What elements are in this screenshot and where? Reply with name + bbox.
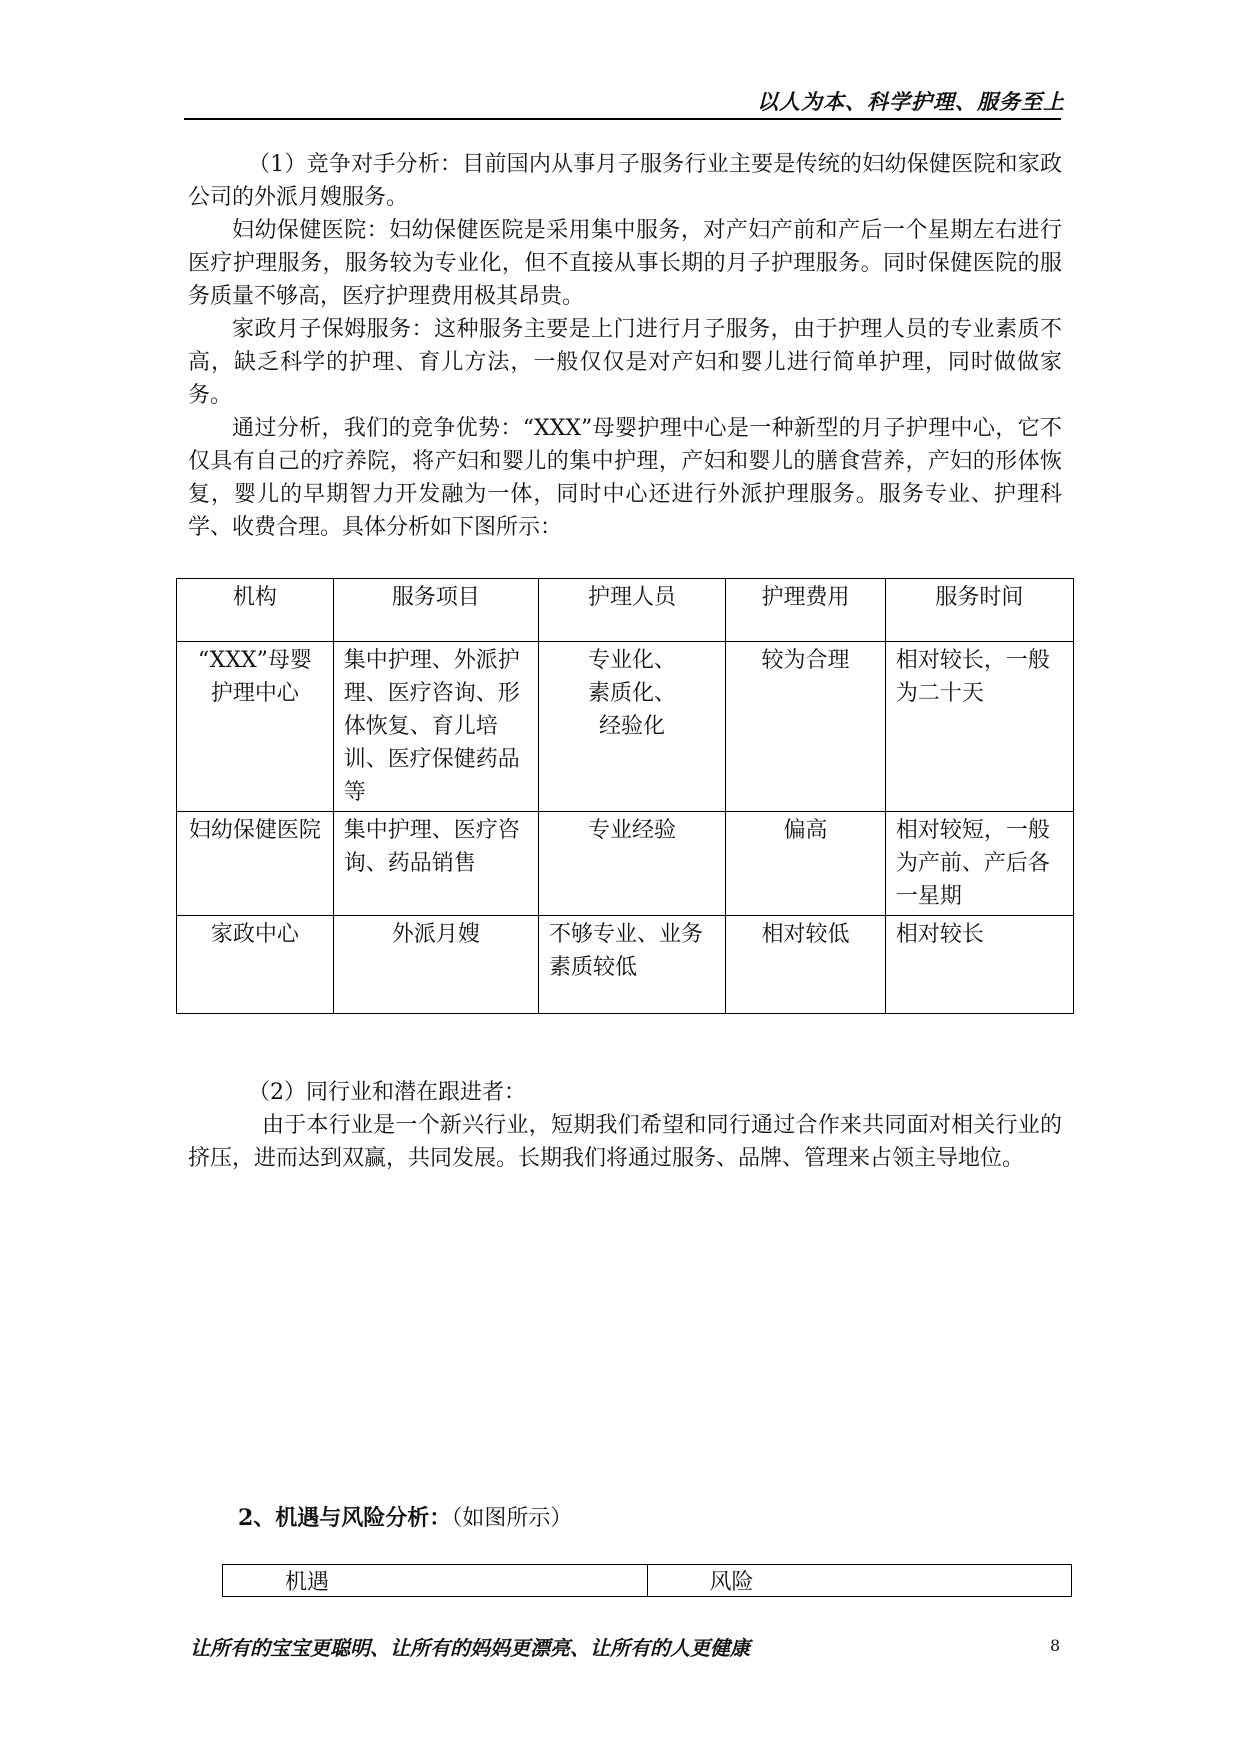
- table-cell: “XXX”母婴护理中心: [177, 642, 334, 812]
- heading-opportunity-risk-title: 2、机遇与风险分析：: [238, 1505, 452, 1531]
- table-cell: 妇幼保健医院: [177, 812, 334, 916]
- table-cell: 相对较短，一般为产前、产后各一星期: [885, 812, 1073, 916]
- table-cell: 相对较低: [726, 916, 886, 1014]
- table-cell: 家政中心: [177, 916, 334, 1014]
- table-header-cell: 服务项目: [333, 579, 538, 642]
- table-cell: 相对较长，一般为二十天: [885, 642, 1073, 812]
- table-cell: 偏高: [726, 812, 886, 916]
- header-slogan: 以人为本、科学护理、服务至上: [757, 89, 1065, 114]
- paragraph-competitor-intro: （1）竞争对手分析：目前国内从事月子服务行业主要是传统的妇幼保健医院和家政公司的外派月嫂服务。: [188, 152, 1062, 210]
- table-header-cell: 机构: [177, 579, 334, 642]
- section-competitors-followers: [188, 1076, 1062, 1175]
- table-header-cell: 风险: [647, 1565, 1072, 1597]
- paragraph-housekeeping: 家政月子保姆服务：这种服务主要是上门进行月子服务，由于护理人员的专业素质不高，缺乏科学的护理、育儿方法，一般仅仅是对产妇和婴儿进行简单护理，同时做做家务。: [188, 317, 1062, 408]
- table-row: [177, 916, 1074, 1014]
- comparison-table: [176, 578, 1074, 1014]
- table-header-cell: 护理人员: [539, 579, 726, 642]
- table-row: [177, 642, 1074, 812]
- heading-opportunity-risk-note: （如图所示）: [451, 1506, 573, 1531]
- subheading-followers: （2）同行业和潜在跟进者：: [248, 1080, 526, 1105]
- table-cell: 不够专业、业务素质较低: [539, 916, 726, 1014]
- heading-opportunity-risk: [238, 1501, 572, 1532]
- section-competitor-analysis: [188, 148, 1062, 544]
- opportunity-risk-table: [222, 1564, 1072, 1597]
- table-header-cell: 护理费用: [726, 579, 886, 642]
- footer-slogan: 让所有的宝宝更聪明、让所有的妈妈更漂亮、让所有的人更健康: [190, 1636, 750, 1660]
- table-cell: 外派月嫂: [333, 916, 538, 1014]
- table-cell: 相对较长: [885, 916, 1073, 1014]
- table-cell: 专业经验: [539, 812, 726, 916]
- paragraph-followers: 由于本行业是一个新兴行业，短期我们希望和同行通过合作来共同面对相关行业的挤压，进而达到双赢，共同发展。长期我们将通过服务、品牌、管理来占领主导地位。: [188, 1113, 1062, 1171]
- table-header-row: [223, 1565, 1072, 1597]
- table-row: [177, 812, 1074, 916]
- table-cell: 集中护理、医疗咨询、药品销售: [333, 812, 538, 916]
- header-divider: [184, 118, 1061, 120]
- table-header-row: [177, 579, 1074, 642]
- paragraph-advantage: 通过分析，我们的竞争优势：“XXX”母婴护理中心是一种新型的月子护理中心，它不仅具有自己的疗养院，将产妇和婴儿的集中护理，产妇和婴儿的膳食营养，产妇的形体恢复，婴儿的早期智力开发融为一体，同时中心还进行外派护理服务。服务专业、护理科学、收费合理。具体分析如下图所示：: [188, 416, 1062, 540]
- table-header-cell: 机遇: [223, 1565, 648, 1597]
- paragraph-hospital: 妇幼保健医院：妇幼保健医院是采用集中服务，对产妇产前和产后一个星期左右进行医疗护理服务，服务较为专业化，但不直接从事长期的月子护理服务。同时保健医院的服务质量不够高，医疗护理费用极其昂贵。: [188, 218, 1062, 309]
- table-cell: 较为合理: [726, 642, 886, 812]
- table-cell: 专业化、素质化、经验化: [539, 642, 726, 812]
- table-cell: 集中护理、外派护理、医疗咨询、形体恢复、育儿培训、医疗保健药品等: [333, 642, 538, 812]
- table-header-cell: 服务时间: [885, 579, 1073, 642]
- page-number: 8: [1050, 1636, 1061, 1655]
